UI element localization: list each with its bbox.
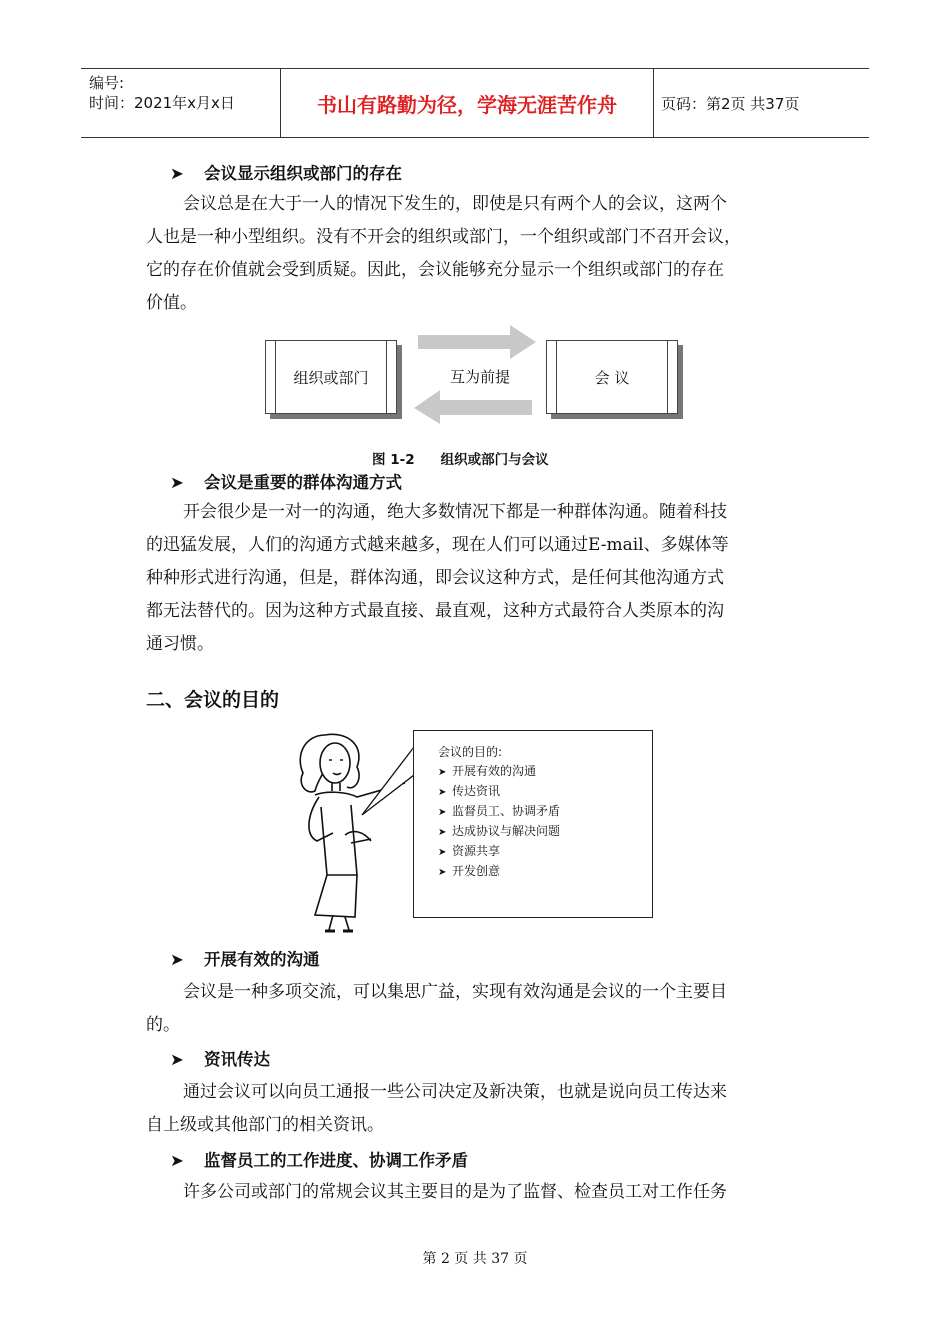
arrow-bullet-icon: ➤ [170, 473, 184, 492]
meeting-box-label: 会 议 [556, 341, 668, 413]
arrow-bullet-icon: ➤ [438, 827, 447, 838]
org-box [265, 340, 397, 414]
bullet-heading: ➤ 会议显示组织或部门的存在 [170, 164, 402, 183]
callout-title: 会议的目的: [438, 745, 503, 759]
arrow-bullet-icon: ➤ [438, 867, 447, 878]
paragraph: 许多公司或部门的常规会议其主要目的是为了监督、检查员工对工作任务 [183, 1182, 727, 1202]
bullet-heading: ➤ 监督员工的工作进度、协调工作矛盾 [170, 1151, 468, 1170]
purpose-list [438, 761, 560, 881]
meeting-box [546, 340, 678, 414]
header-motto: 书山有路勤为径，学海无涯苦作舟 [281, 69, 654, 137]
left-arrow-icon [414, 390, 532, 424]
page-header [81, 68, 869, 138]
arrow-bullet-icon: ➤ [170, 1050, 184, 1069]
bullet-heading: ➤ 会议是重要的群体沟通方式 [170, 473, 402, 492]
doc-time-label: 时间：2021年x月x日 [89, 94, 235, 112]
bullet-heading: ➤ 开展有效的沟通 [170, 950, 320, 969]
section-heading: 二、会议的目的 [146, 689, 280, 711]
figure-caption: 图 1-2 组织或部门与会议 [372, 452, 549, 468]
arrow-bullet-icon: ➤ [170, 164, 184, 183]
header-meta [81, 69, 281, 137]
paragraph: 通过会议可以向员工通报一些公司决定及新决策，也就是说向员工传达来 自上级或其他部门的相关资讯。 [146, 1082, 727, 1135]
list-item: ➤ 开展有效的沟通 [438, 761, 560, 781]
arrow-bullet-icon: ➤ [438, 767, 447, 778]
right-arrow-icon [418, 325, 536, 359]
speech-pointer [360, 745, 420, 825]
arrow-bullet-icon: ➤ [438, 787, 447, 798]
org-box-label: 组织或部门 [275, 341, 387, 413]
list-item: ➤ 达成协议与解决问题 [438, 821, 560, 841]
arrow-bullet-icon: ➤ [170, 1151, 184, 1170]
paragraph: 开会很少是一对一的沟通，绝大多数情况下都是一种群体沟通。随着科技 的迅猛发展，人们的沟通方式越来越多，现在人们可以通过E-mail、多媒体等 种种形式进行沟通，但是，群体沟通，即会议这种方式，是任何其他沟通方式 都无法替代的。因为这种方式最直接、最直观，这种方式最符合人类原本的沟 通习惯。 [146, 502, 729, 654]
list-item: ➤ 传达资讯 [438, 781, 560, 801]
doc-number-label: 编号: [89, 74, 125, 92]
paragraph: 会议总是在大于一人的情况下发生的，即使是只有两个人的会议，这两个 人也是一种小型组织。没有不开会的组织或部门，一个组织或部门不召开会议， 它的存在价值就会受到质疑。因此，会议能够充分显示一个组织或部门的存在 价值。 [146, 194, 741, 313]
list-item: ➤ 监督员工、协调矛盾 [438, 801, 560, 821]
paragraph: 会议是一种多项交流，可以集思广益，实现有效沟通是会议的一个主要目 的。 [146, 982, 727, 1035]
header-page-label: 页码：第2页 共37页 [661, 94, 800, 113]
list-item: ➤ 开发创意 [438, 861, 560, 881]
arrow-bullet-icon: ➤ [438, 807, 447, 818]
page-footer: 第 2 页 共 37 页 [422, 1251, 528, 1267]
mutual-label: 互为前提 [450, 368, 511, 386]
list-item: ➤ 资源共享 [438, 841, 560, 861]
purpose-callout [413, 730, 653, 918]
arrow-bullet-icon: ➤ [438, 847, 447, 858]
arrow-bullet-icon: ➤ [170, 950, 184, 969]
bullet-heading: ➤ 资讯传达 [170, 1050, 270, 1069]
